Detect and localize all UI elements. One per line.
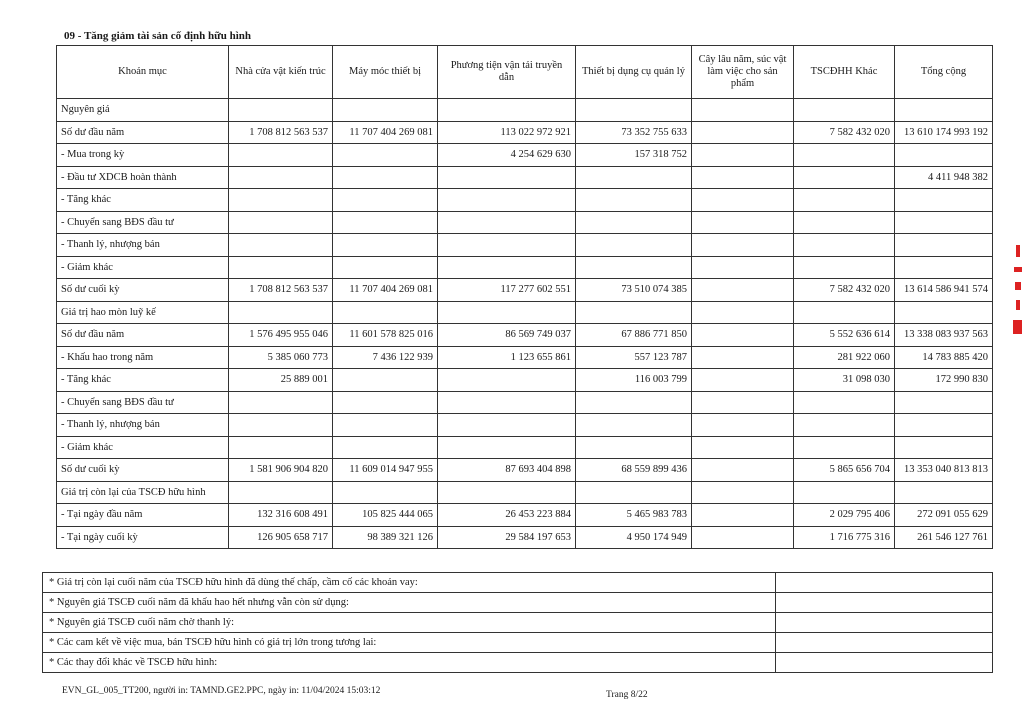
value-cell: 157 318 752 <box>576 144 692 167</box>
value-cell <box>794 301 895 324</box>
value-cell <box>333 234 438 257</box>
note-value <box>776 613 993 633</box>
value-cell <box>229 481 333 504</box>
value-cell <box>895 99 993 122</box>
table-row <box>57 144 993 167</box>
value-cell <box>229 414 333 437</box>
value-cell <box>692 526 794 549</box>
note-text: * Giá trị còn lại cuối năm của TSCĐ hữu hình đã dùng thế chấp, cầm cố các khoản vay: <box>43 573 776 593</box>
table-row <box>57 99 993 122</box>
row-label: - Khấu hao trong năm <box>57 346 229 369</box>
value-cell <box>438 414 576 437</box>
value-cell <box>576 256 692 279</box>
value-cell: 11 609 014 947 955 <box>333 459 438 482</box>
value-cell <box>794 144 895 167</box>
value-cell <box>438 211 576 234</box>
table-row <box>57 504 993 527</box>
value-cell <box>576 189 692 212</box>
value-cell <box>333 301 438 324</box>
value-cell: 1 581 906 904 820 <box>229 459 333 482</box>
value-cell: 1 716 775 316 <box>794 526 895 549</box>
value-cell: 26 453 223 884 <box>438 504 576 527</box>
value-cell: 73 510 074 385 <box>576 279 692 302</box>
value-cell: 126 905 658 717 <box>229 526 333 549</box>
value-cell <box>692 324 794 347</box>
row-label: Số dư đầu năm <box>57 121 229 144</box>
value-cell <box>895 436 993 459</box>
value-cell <box>692 504 794 527</box>
notes-table <box>42 572 993 673</box>
value-cell <box>438 166 576 189</box>
header-cell: TSCĐHH Khác <box>794 46 895 99</box>
value-cell <box>692 369 794 392</box>
value-cell <box>576 166 692 189</box>
value-cell: 5 385 060 773 <box>229 346 333 369</box>
header-cell: Nhà cửa vật kiến trúc <box>229 46 333 99</box>
value-cell <box>333 436 438 459</box>
value-cell <box>895 211 993 234</box>
value-cell: 1 123 655 861 <box>438 346 576 369</box>
red-stamp-mark <box>1012 245 1024 395</box>
value-cell: 13 614 586 941 574 <box>895 279 993 302</box>
value-cell: 13 338 083 937 563 <box>895 324 993 347</box>
row-label: Giá trị còn lại của TSCĐ hữu hình <box>57 481 229 504</box>
value-cell <box>692 436 794 459</box>
value-cell <box>229 256 333 279</box>
value-cell <box>438 369 576 392</box>
note-text: * Các thay đổi khác về TSCĐ hữu hình: <box>43 653 776 673</box>
table-row <box>57 256 993 279</box>
value-cell <box>692 166 794 189</box>
note-row <box>43 593 993 613</box>
value-cell <box>438 301 576 324</box>
value-cell: 1 708 812 563 537 <box>229 121 333 144</box>
header-cell: Khoản mục <box>57 46 229 99</box>
value-cell <box>576 211 692 234</box>
row-label: - Thanh lý, nhượng bán <box>57 414 229 437</box>
value-cell <box>229 211 333 234</box>
value-cell: 98 389 321 126 <box>333 526 438 549</box>
note-text: * Các cam kết về việc mua, bán TSCĐ hữu hình có giá trị lớn trong tương lai: <box>43 633 776 653</box>
value-cell: 11 601 578 825 016 <box>333 324 438 347</box>
value-cell <box>333 166 438 189</box>
value-cell: 5 552 636 614 <box>794 324 895 347</box>
value-cell <box>692 144 794 167</box>
value-cell <box>794 99 895 122</box>
value-cell: 67 886 771 850 <box>576 324 692 347</box>
note-value <box>776 633 993 653</box>
row-label: - Đầu tư XDCB hoàn thành <box>57 166 229 189</box>
value-cell <box>333 99 438 122</box>
value-cell <box>576 436 692 459</box>
table-row <box>57 459 993 482</box>
value-cell: 7 582 432 020 <box>794 279 895 302</box>
table-row <box>57 166 993 189</box>
value-cell <box>438 391 576 414</box>
value-cell <box>895 301 993 324</box>
value-cell: 1 576 495 955 046 <box>229 324 333 347</box>
value-cell <box>692 459 794 482</box>
value-cell <box>895 234 993 257</box>
note-row <box>43 653 993 673</box>
value-cell <box>333 391 438 414</box>
value-cell <box>229 234 333 257</box>
table-row <box>57 121 993 144</box>
value-cell: 272 091 055 629 <box>895 504 993 527</box>
value-cell: 1 708 812 563 537 <box>229 279 333 302</box>
value-cell: 11 707 404 269 081 <box>333 121 438 144</box>
value-cell <box>692 346 794 369</box>
value-cell: 31 098 030 <box>794 369 895 392</box>
table-row <box>57 234 993 257</box>
value-cell <box>895 414 993 437</box>
page-number: Trang 8/22 <box>606 690 648 700</box>
table-row <box>57 279 993 302</box>
table-row <box>57 526 993 549</box>
row-label: Số dư cuối kỳ <box>57 459 229 482</box>
value-cell <box>895 256 993 279</box>
fixed-assets-table <box>56 45 993 549</box>
table-row <box>57 211 993 234</box>
row-label: Số dư đầu năm <box>57 324 229 347</box>
value-cell <box>229 189 333 212</box>
value-cell: 132 316 608 491 <box>229 504 333 527</box>
value-cell <box>794 481 895 504</box>
note-value <box>776 593 993 613</box>
value-cell <box>692 481 794 504</box>
value-cell: 5 465 983 783 <box>576 504 692 527</box>
value-cell <box>576 234 692 257</box>
value-cell <box>692 234 794 257</box>
value-cell <box>895 144 993 167</box>
value-cell: 172 990 830 <box>895 369 993 392</box>
table-row <box>57 324 993 347</box>
section-title: 09 - Tăng giảm tài sản cố định hữu hình <box>64 30 252 42</box>
table-row <box>57 189 993 212</box>
value-cell <box>692 301 794 324</box>
value-cell <box>229 436 333 459</box>
value-cell <box>333 414 438 437</box>
value-cell <box>692 189 794 212</box>
value-cell <box>438 99 576 122</box>
table-row <box>57 481 993 504</box>
value-cell <box>438 234 576 257</box>
row-label: - Tăng khác <box>57 189 229 212</box>
value-cell <box>333 211 438 234</box>
value-cell: 117 277 602 551 <box>438 279 576 302</box>
value-cell <box>438 481 576 504</box>
value-cell <box>333 256 438 279</box>
value-cell <box>794 391 895 414</box>
value-cell <box>333 481 438 504</box>
note-row <box>43 573 993 593</box>
row-label: - Chuyển sang BĐS đầu tư <box>57 211 229 234</box>
value-cell: 86 569 749 037 <box>438 324 576 347</box>
table-row <box>57 414 993 437</box>
value-cell: 68 559 899 436 <box>576 459 692 482</box>
value-cell <box>333 369 438 392</box>
note-row <box>43 633 993 653</box>
value-cell <box>576 301 692 324</box>
table-row <box>57 301 993 324</box>
value-cell <box>692 391 794 414</box>
value-cell: 7 582 432 020 <box>794 121 895 144</box>
value-cell: 13 610 174 993 192 <box>895 121 993 144</box>
header-cell: Tổng cộng <box>895 46 993 99</box>
table-row <box>57 391 993 414</box>
note-value <box>776 653 993 673</box>
value-cell: 113 022 972 921 <box>438 121 576 144</box>
value-cell <box>333 144 438 167</box>
note-text: * Nguyên giá TSCĐ cuối năm đã khấu hao hết nhưng vẫn còn sử dụng: <box>43 593 776 613</box>
value-cell <box>794 234 895 257</box>
row-label: Nguyên giá <box>57 99 229 122</box>
header-cell: Máy móc thiết bị <box>333 46 438 99</box>
value-cell <box>333 189 438 212</box>
value-cell <box>692 414 794 437</box>
value-cell <box>794 189 895 212</box>
value-cell: 557 123 787 <box>576 346 692 369</box>
value-cell: 14 783 885 420 <box>895 346 993 369</box>
table-row <box>57 436 993 459</box>
note-row <box>43 613 993 633</box>
header-cell: Thiết bị dụng cụ quản lý <box>576 46 692 99</box>
value-cell <box>794 211 895 234</box>
value-cell <box>229 144 333 167</box>
row-label: - Mua trong kỳ <box>57 144 229 167</box>
value-cell <box>692 99 794 122</box>
header-cell: Phương tiện vận tải truyền dẫn <box>438 46 576 99</box>
value-cell: 261 546 127 761 <box>895 526 993 549</box>
row-label: - Tại ngày cuối kỳ <box>57 526 229 549</box>
value-cell <box>229 391 333 414</box>
value-cell <box>229 99 333 122</box>
value-cell <box>438 256 576 279</box>
value-cell <box>576 391 692 414</box>
footer-print-info: EVN_GL_005_TT200, người in: TAMND.GE2.PPC, ngày in: 11/04/2024 15:03:12 <box>62 686 381 696</box>
row-label: Giá trị hao mòn luỹ kế <box>57 301 229 324</box>
value-cell <box>229 166 333 189</box>
value-cell <box>692 279 794 302</box>
value-cell: 281 922 060 <box>794 346 895 369</box>
value-cell: 29 584 197 653 <box>438 526 576 549</box>
table-header-row <box>57 46 993 99</box>
value-cell: 25 889 001 <box>229 369 333 392</box>
value-cell <box>895 391 993 414</box>
table-row <box>57 369 993 392</box>
value-cell <box>576 481 692 504</box>
value-cell: 87 693 404 898 <box>438 459 576 482</box>
value-cell <box>794 166 895 189</box>
note-text: * Nguyên giá TSCĐ cuối năm chờ thanh lý: <box>43 613 776 633</box>
table-row <box>57 346 993 369</box>
value-cell: 4 950 174 949 <box>576 526 692 549</box>
value-cell <box>438 189 576 212</box>
value-cell <box>576 99 692 122</box>
value-cell <box>576 414 692 437</box>
value-cell: 73 352 755 633 <box>576 121 692 144</box>
value-cell <box>895 189 993 212</box>
header-cell: Cây lâu năm, súc vật làm việc cho sản phẩm <box>692 46 794 99</box>
value-cell <box>794 414 895 437</box>
value-cell: 4 254 629 630 <box>438 144 576 167</box>
row-label: Số dư cuối kỳ <box>57 279 229 302</box>
value-cell: 11 707 404 269 081 <box>333 279 438 302</box>
value-cell: 116 003 799 <box>576 369 692 392</box>
value-cell <box>692 211 794 234</box>
row-label: - Giảm khác <box>57 436 229 459</box>
value-cell: 2 029 795 406 <box>794 504 895 527</box>
value-cell <box>692 256 794 279</box>
value-cell <box>794 256 895 279</box>
value-cell: 13 353 040 813 813 <box>895 459 993 482</box>
value-cell: 4 411 948 382 <box>895 166 993 189</box>
row-label: - Giảm khác <box>57 256 229 279</box>
value-cell: 105 825 444 065 <box>333 504 438 527</box>
row-label: - Thanh lý, nhượng bán <box>57 234 229 257</box>
value-cell <box>229 301 333 324</box>
row-label: - Chuyển sang BĐS đầu tư <box>57 391 229 414</box>
value-cell <box>794 436 895 459</box>
row-label: - Tại ngày đầu năm <box>57 504 229 527</box>
value-cell <box>438 436 576 459</box>
value-cell: 7 436 122 939 <box>333 346 438 369</box>
row-label: - Tăng khác <box>57 369 229 392</box>
value-cell <box>692 121 794 144</box>
value-cell <box>895 481 993 504</box>
value-cell: 5 865 656 704 <box>794 459 895 482</box>
note-value <box>776 573 993 593</box>
